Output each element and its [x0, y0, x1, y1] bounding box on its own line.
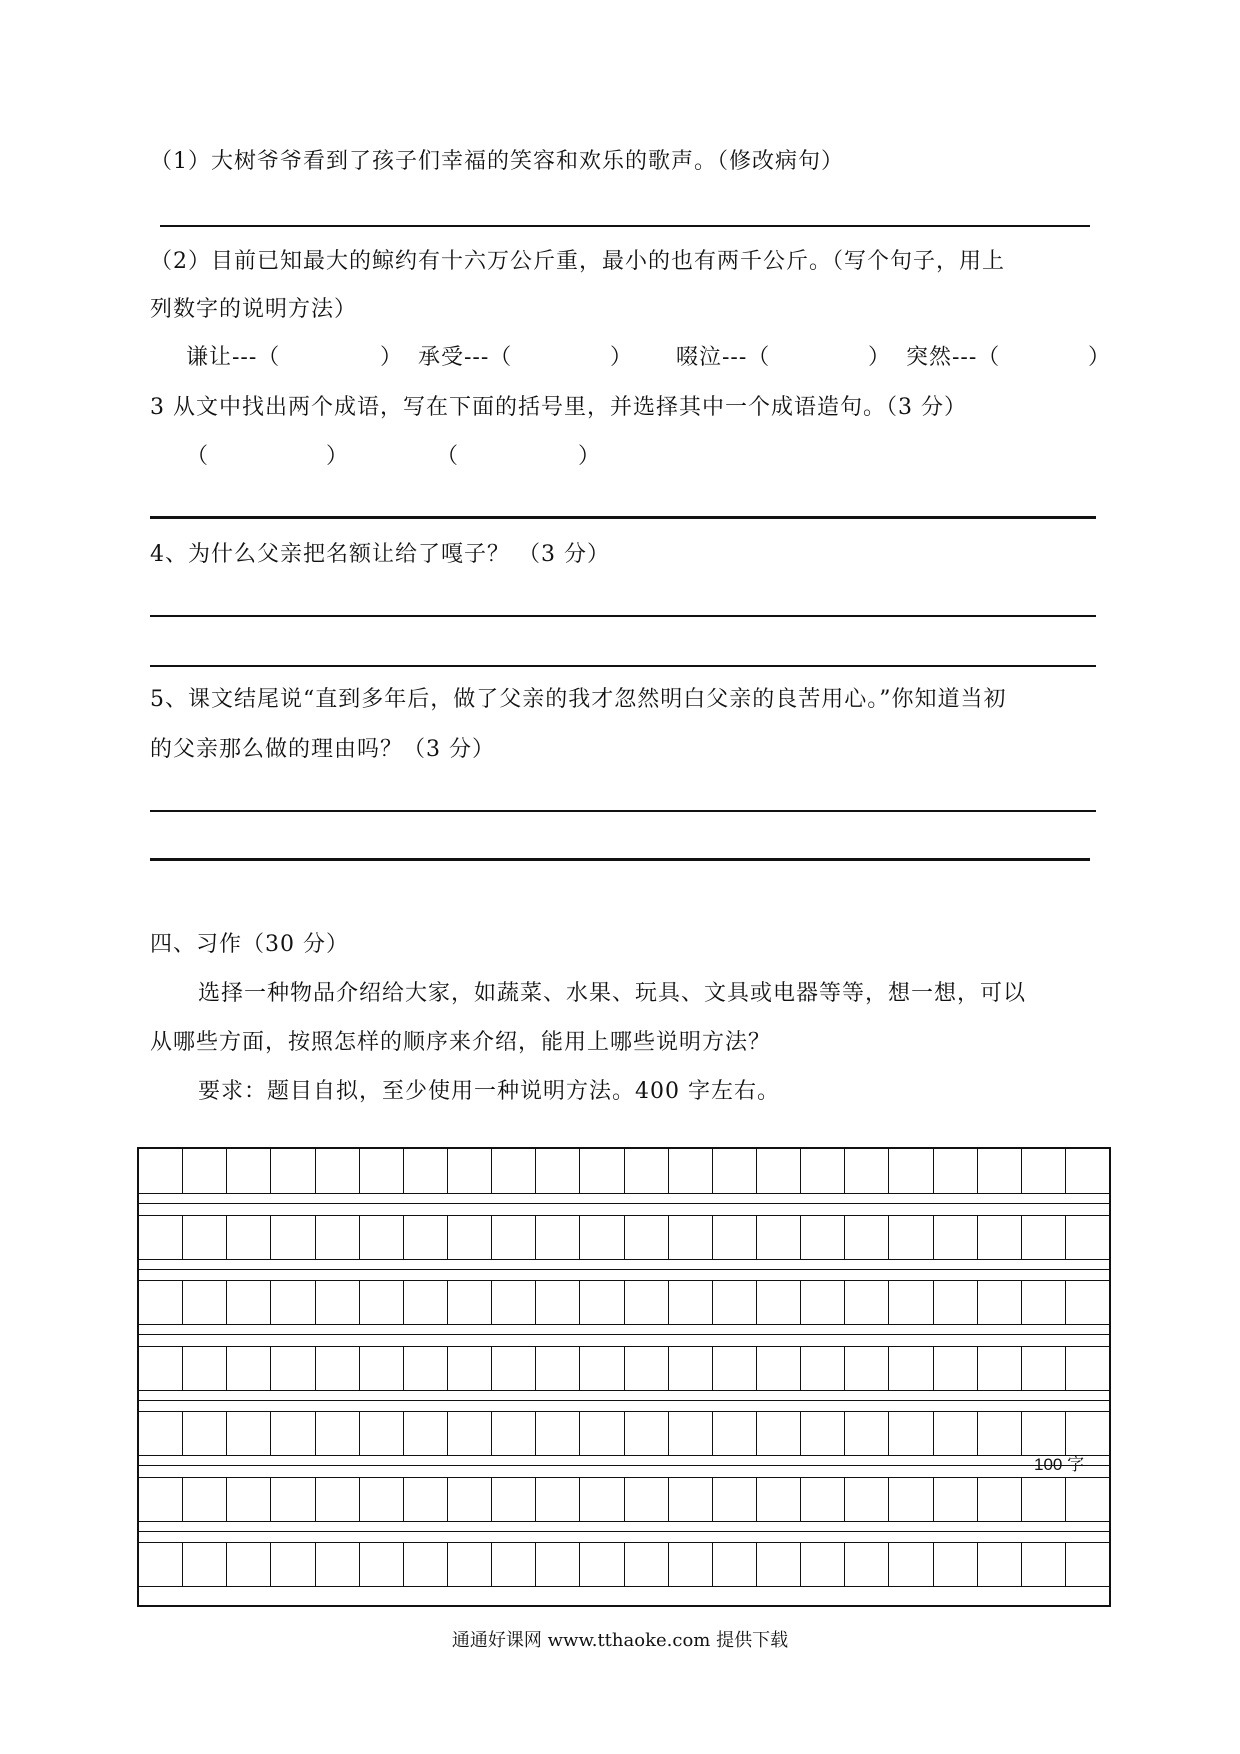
grid-cell[interactable]: [139, 1149, 183, 1193]
grid-cell[interactable]: [757, 1215, 801, 1259]
antonym-item-2-close: ）: [610, 345, 634, 370]
grid-cell[interactable]: [669, 1215, 713, 1259]
grid-cell[interactable]: [139, 1215, 183, 1259]
grid-cell[interactable]: [360, 1411, 404, 1455]
grid-cell[interactable]: [713, 1477, 757, 1521]
grid-cell[interactable]: [536, 1411, 580, 1455]
grid-cell[interactable]: [669, 1280, 713, 1324]
grid-cell[interactable]: [183, 1149, 227, 1193]
grid-cell[interactable]: [625, 1215, 669, 1259]
question-2-line-1: （2）目前已知最大的鲸约有十六万公斤重，最小的也有两千公斤。（写个句子，用上: [150, 249, 1005, 274]
grid-cell[interactable]: [316, 1280, 360, 1324]
antonym-item-2: 承受---（: [418, 345, 513, 370]
grid-cell[interactable]: [139, 1411, 183, 1455]
grid-cell[interactable]: [183, 1477, 227, 1521]
grid-cell[interactable]: [978, 1542, 1022, 1586]
grid-cell[interactable]: [448, 1280, 492, 1324]
section-4-title: 四、习作（30 分）: [150, 932, 349, 957]
grid-cell[interactable]: [934, 1542, 978, 1586]
grid-cell[interactable]: [448, 1149, 492, 1193]
grid-cell[interactable]: [404, 1280, 448, 1324]
grid-cell[interactable]: [448, 1477, 492, 1521]
grid-cell[interactable]: [1066, 1477, 1109, 1521]
grid-cell[interactable]: [669, 1411, 713, 1455]
essay-prompt-line-2: 从哪些方面，按照怎样的顺序来介绍，能用上哪些说明方法？: [150, 1030, 772, 1055]
grid-cell[interactable]: [625, 1280, 669, 1324]
question-1-text: （1）大树爷爷看到了孩子们幸福的笑容和欢乐的歌声。（修改病句）: [150, 149, 844, 174]
grid-cell[interactable]: [271, 1477, 315, 1521]
grid-cell[interactable]: [316, 1477, 360, 1521]
grid-cell[interactable]: [889, 1477, 933, 1521]
answer-line[interactable]: [150, 858, 1090, 861]
grid-cell[interactable]: [1022, 1215, 1066, 1259]
grid-cell[interactable]: [580, 1149, 624, 1193]
grid-row-border: [139, 1324, 1109, 1325]
answer-line[interactable]: [150, 810, 1096, 812]
grid-cell[interactable]: [271, 1346, 315, 1390]
grid-cell[interactable]: [316, 1215, 360, 1259]
grid-cell[interactable]: [1066, 1149, 1109, 1193]
grid-cell[interactable]: [139, 1346, 183, 1390]
grid-cell[interactable]: [845, 1149, 889, 1193]
grid-row: [139, 1346, 1109, 1390]
grid-cell[interactable]: [934, 1477, 978, 1521]
grid-cell[interactable]: [934, 1411, 978, 1455]
grid-cell[interactable]: [536, 1477, 580, 1521]
grid-cell[interactable]: [669, 1477, 713, 1521]
grid-row-border: [139, 1390, 1109, 1391]
grid-row: [139, 1477, 1109, 1521]
grid-cell[interactable]: [404, 1215, 448, 1259]
grid-cell[interactable]: [1022, 1346, 1066, 1390]
grid-spacer-line: [139, 1465, 1109, 1466]
grid-spacer-line: [139, 1400, 1109, 1401]
grid-cell[interactable]: [183, 1411, 227, 1455]
grid-cell[interactable]: [757, 1542, 801, 1586]
grid-cell[interactable]: [536, 1215, 580, 1259]
grid-cell[interactable]: [889, 1346, 933, 1390]
grid-cell[interactable]: [625, 1346, 669, 1390]
grid-cell[interactable]: [404, 1542, 448, 1586]
grid-cell[interactable]: [360, 1477, 404, 1521]
grid-row-border: [139, 1521, 1109, 1522]
question-5-line-2: 的父亲那么做的理由吗？（3 分）: [150, 737, 495, 762]
grid-cell[interactable]: [757, 1149, 801, 1193]
grid-cell[interactable]: [448, 1215, 492, 1259]
antonym-item-3: 啜泣---（: [676, 345, 771, 370]
grid-cell[interactable]: [448, 1542, 492, 1586]
grid-cell[interactable]: [360, 1149, 404, 1193]
grid-cell[interactable]: [978, 1280, 1022, 1324]
word-count-marker: 100 字: [1034, 1455, 1085, 1474]
grid-row-border: [139, 1259, 1109, 1260]
grid-cell[interactable]: [669, 1542, 713, 1586]
grid-row: [139, 1280, 1109, 1324]
question-3-text: 3 从文中找出两个成语，写在下面的括号里，并选择其中一个成语造句。（3 分）: [150, 395, 967, 420]
grid-cell[interactable]: [227, 1542, 271, 1586]
grid-cell[interactable]: [625, 1477, 669, 1521]
grid-cell[interactable]: [801, 1280, 845, 1324]
grid-cell[interactable]: [139, 1280, 183, 1324]
grid-cell[interactable]: [1066, 1346, 1109, 1390]
grid-cell[interactable]: [536, 1280, 580, 1324]
grid-cell[interactable]: [801, 1542, 845, 1586]
grid-cell[interactable]: [404, 1346, 448, 1390]
idiom-paren-1-close: ）: [326, 444, 350, 469]
grid-cell[interactable]: [845, 1411, 889, 1455]
antonym-item-3-close: ）: [868, 345, 892, 370]
grid-cell[interactable]: [580, 1280, 624, 1324]
grid-cell[interactable]: [889, 1215, 933, 1259]
grid-cell[interactable]: [536, 1542, 580, 1586]
grid-cell[interactable]: [139, 1477, 183, 1521]
grid-cell[interactable]: [978, 1215, 1022, 1259]
grid-cell[interactable]: [227, 1280, 271, 1324]
answer-line[interactable]: [150, 516, 1096, 519]
grid-cell[interactable]: [404, 1411, 448, 1455]
grid-cell[interactable]: [360, 1280, 404, 1324]
grid-cell[interactable]: [580, 1346, 624, 1390]
antonym-item-4-close: ）: [1088, 345, 1112, 370]
essay-prompt-line-1: 选择一种物品介绍给大家，如蔬菜、水果、玩具、文具或电器等等，想一想，可以: [198, 981, 1027, 1006]
grid-cell[interactable]: [316, 1542, 360, 1586]
grid-cell[interactable]: [227, 1346, 271, 1390]
grid-cell[interactable]: [404, 1477, 448, 1521]
grid-cell[interactable]: [934, 1346, 978, 1390]
grid-row: [139, 1215, 1109, 1259]
grid-cell[interactable]: [227, 1149, 271, 1193]
grid-cell[interactable]: [713, 1215, 757, 1259]
grid-cell[interactable]: [845, 1346, 889, 1390]
grid-cell[interactable]: [139, 1542, 183, 1586]
grid-cell[interactable]: [801, 1346, 845, 1390]
grid-cell[interactable]: [934, 1215, 978, 1259]
grid-cell[interactable]: [801, 1215, 845, 1259]
grid-cell[interactable]: [316, 1411, 360, 1455]
grid-cell[interactable]: [625, 1411, 669, 1455]
grid-row-border: [139, 1193, 1109, 1194]
answer-line[interactable]: [150, 665, 1096, 667]
grid-cell[interactable]: [492, 1411, 536, 1455]
grid-cell[interactable]: [448, 1411, 492, 1455]
answer-line[interactable]: [150, 615, 1096, 617]
grid-cell[interactable]: [492, 1542, 536, 1586]
grid-cell[interactable]: [978, 1477, 1022, 1521]
grid-cell[interactable]: [271, 1215, 315, 1259]
grid-cell[interactable]: [227, 1477, 271, 1521]
grid-cell[interactable]: [183, 1346, 227, 1390]
grid-spacer-line: [139, 1334, 1109, 1335]
grid-cell[interactable]: [316, 1346, 360, 1390]
grid-row-border: [139, 1586, 1109, 1587]
grid-cell[interactable]: [713, 1411, 757, 1455]
grid-cell[interactable]: [1022, 1411, 1066, 1455]
antonym-item-4: 突然---（: [906, 345, 1001, 370]
grid-cell[interactable]: [713, 1542, 757, 1586]
grid-cell[interactable]: [934, 1280, 978, 1324]
grid-cell[interactable]: [801, 1149, 845, 1193]
grid-cell[interactable]: [271, 1542, 315, 1586]
grid-cell[interactable]: [1022, 1477, 1066, 1521]
grid-cell[interactable]: [1022, 1149, 1066, 1193]
grid-cell[interactable]: [889, 1411, 933, 1455]
grid-row-border: [139, 1455, 1109, 1456]
grid-cell[interactable]: [183, 1542, 227, 1586]
antonym-item-1-close: ）: [380, 345, 404, 370]
grid-cell[interactable]: [360, 1215, 404, 1259]
grid-cell[interactable]: [1066, 1542, 1109, 1586]
grid-cell[interactable]: [492, 1477, 536, 1521]
grid-cell[interactable]: [360, 1542, 404, 1586]
grid-cell[interactable]: [934, 1149, 978, 1193]
grid-cell[interactable]: [536, 1149, 580, 1193]
grid-cell[interactable]: [271, 1280, 315, 1324]
grid-cell[interactable]: [757, 1346, 801, 1390]
grid-spacer-line: [139, 1531, 1109, 1532]
grid-cell[interactable]: [757, 1477, 801, 1521]
grid-cell[interactable]: [845, 1215, 889, 1259]
grid-cell[interactable]: [889, 1149, 933, 1193]
grid-cell[interactable]: [978, 1346, 1022, 1390]
antonym-item-1: 谦让---（: [186, 345, 281, 370]
grid-spacer-line: [139, 1203, 1109, 1204]
grid-row: [139, 1149, 1109, 1193]
grid-cell[interactable]: [889, 1542, 933, 1586]
grid-cell[interactable]: [271, 1411, 315, 1455]
grid-cell[interactable]: [316, 1149, 360, 1193]
grid-cell[interactable]: [625, 1149, 669, 1193]
grid-cell[interactable]: [580, 1542, 624, 1586]
grid-cell[interactable]: [1022, 1542, 1066, 1586]
grid-cell[interactable]: [492, 1215, 536, 1259]
grid-cell[interactable]: [580, 1477, 624, 1521]
grid-cell[interactable]: [227, 1411, 271, 1455]
grid-cell[interactable]: [1066, 1215, 1109, 1259]
grid-cell[interactable]: [227, 1215, 271, 1259]
idiom-paren-2-close: ）: [578, 444, 602, 469]
footer-credit: 通通好课网 www.tthaoke.com 提供下载: [451, 1630, 789, 1651]
idiom-paren-1-open: （: [186, 444, 210, 469]
grid-cell[interactable]: [845, 1280, 889, 1324]
grid-cell[interactable]: [669, 1149, 713, 1193]
grid-cell[interactable]: [580, 1411, 624, 1455]
grid-cell[interactable]: [1066, 1411, 1109, 1455]
grid-cell[interactable]: [669, 1346, 713, 1390]
essay-requirement: 要求：题目自拟，至少使用一种说明方法。400 字左右。: [198, 1079, 780, 1104]
grid-cell[interactable]: [1066, 1280, 1109, 1324]
writing-grid[interactable]: [137, 1147, 1111, 1607]
grid-cell[interactable]: [757, 1280, 801, 1324]
grid-cell[interactable]: [580, 1215, 624, 1259]
grid-cell[interactable]: [978, 1411, 1022, 1455]
grid-row: [139, 1542, 1109, 1586]
grid-cell[interactable]: [492, 1280, 536, 1324]
grid-cell[interactable]: [713, 1280, 757, 1324]
grid-cell[interactable]: [801, 1411, 845, 1455]
grid-cell[interactable]: [757, 1411, 801, 1455]
grid-cell[interactable]: [801, 1477, 845, 1521]
grid-cell[interactable]: [536, 1346, 580, 1390]
grid-cell[interactable]: [713, 1149, 757, 1193]
grid-cell[interactable]: [404, 1149, 448, 1193]
question-5-line-1: 5、课文结尾说“直到多年后，做了父亲的我才忽然明白父亲的良苦用心。”你知道当初: [150, 687, 1007, 712]
idiom-paren-2-open: （: [436, 444, 460, 469]
grid-cell[interactable]: [448, 1346, 492, 1390]
grid-cell[interactable]: [889, 1280, 933, 1324]
grid-cell[interactable]: [183, 1215, 227, 1259]
grid-cell[interactable]: [360, 1346, 404, 1390]
grid-cell[interactable]: [978, 1149, 1022, 1193]
question-4-text: 4、为什么父亲把名额让给了嘎子？ （3 分）: [150, 542, 610, 567]
grid-spacer-line: [139, 1269, 1109, 1270]
grid-row: [139, 1411, 1109, 1455]
grid-cell[interactable]: [845, 1542, 889, 1586]
grid-cell[interactable]: [271, 1149, 315, 1193]
grid-cell[interactable]: [183, 1280, 227, 1324]
question-2-line-2: 列数字的说明方法）: [150, 297, 358, 322]
grid-cell[interactable]: [492, 1346, 536, 1390]
grid-cell[interactable]: [492, 1149, 536, 1193]
answer-line[interactable]: [160, 225, 1090, 227]
grid-cell[interactable]: [1022, 1280, 1066, 1324]
grid-cell[interactable]: [713, 1346, 757, 1390]
grid-cell[interactable]: [845, 1477, 889, 1521]
grid-cell[interactable]: [625, 1542, 669, 1586]
